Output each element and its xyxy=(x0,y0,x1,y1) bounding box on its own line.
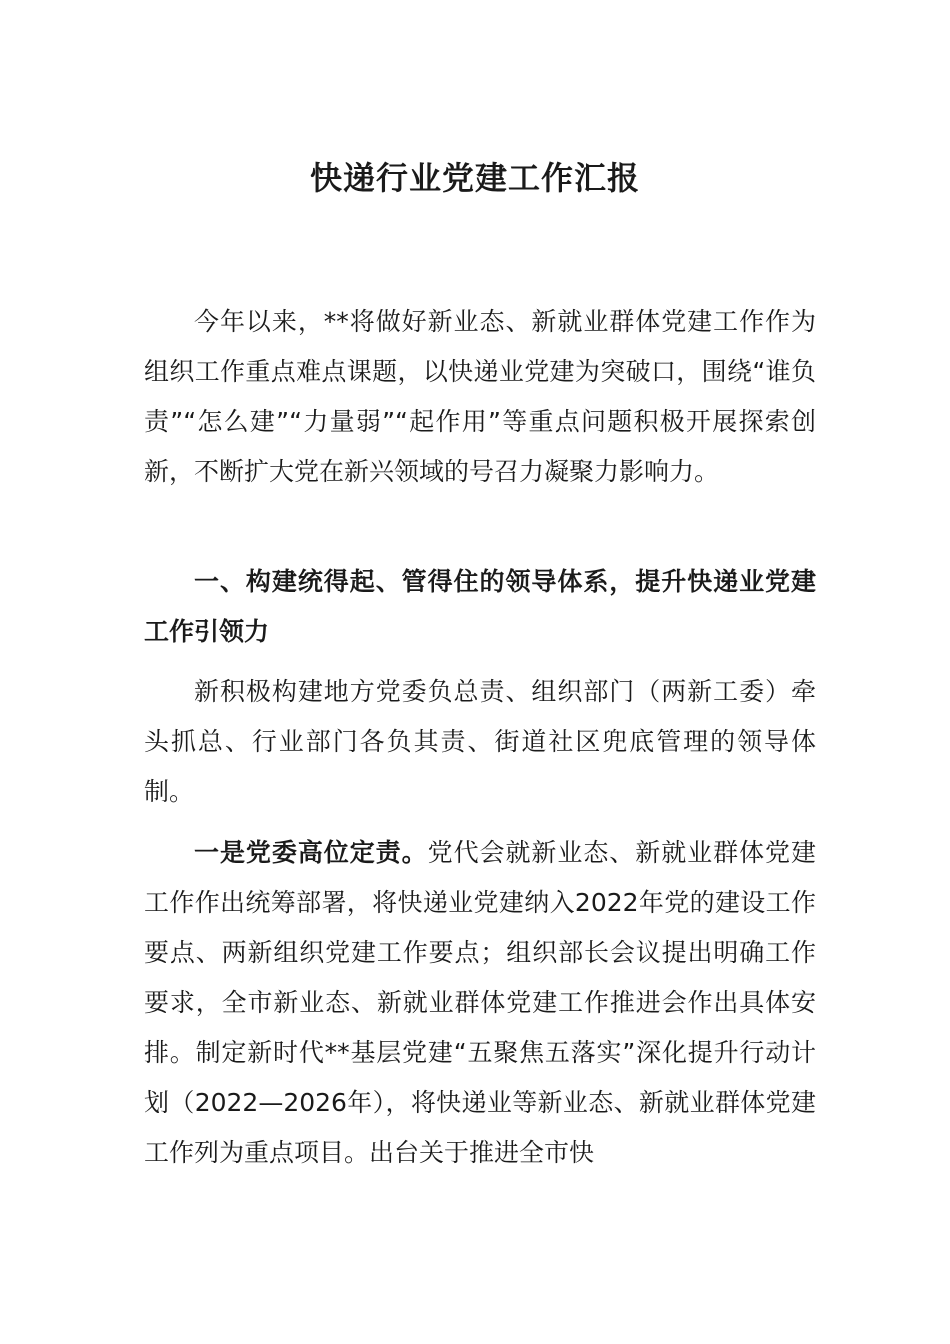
section-body-paragraph: 新积极构建地方党委负总责、组织部门（两新工委）牵头抓总、行业部门各负其责、街道社区兜底管理的领导体制。 xyxy=(144,677,816,806)
point-one-paragraph xyxy=(144,828,816,1178)
section-heading: 一、构建统得起、管得住的领导体系，提升快递业党建工作引领力 xyxy=(144,567,816,646)
intro-paragraph: 今年以来，**将做好新业态、新就业群体党建工作作为组织工作重点难点课题，以快递业党建为突破口，围绕“谁负责”“怎么建”“力量弱”“起作用”等重点问题积极开展探索创新，不断扩大党在新兴领域的号召力凝聚力影响力。 xyxy=(144,307,816,486)
document-title: 快递行业党建工作汇报 xyxy=(309,159,640,197)
point-one-body: 党代会就新业态、新就业群体党建工作作出统筹部署，将快递业党建纳入2022年党的建设工作要点、两新组织党建工作要点；组织部长会议提出明确工作要求，全市新业态、新就业群体党建工作推进会作出具体安排。制定新时代**基层党建“五聚焦五落实”深化提升行动计划（2022—2026年），将快递业等新业态、新就业群体党建工作列为重点项目。出台关于推进全市快 xyxy=(144,838,816,1167)
point-one-lead: 一是党委高位定责。 xyxy=(194,838,428,867)
